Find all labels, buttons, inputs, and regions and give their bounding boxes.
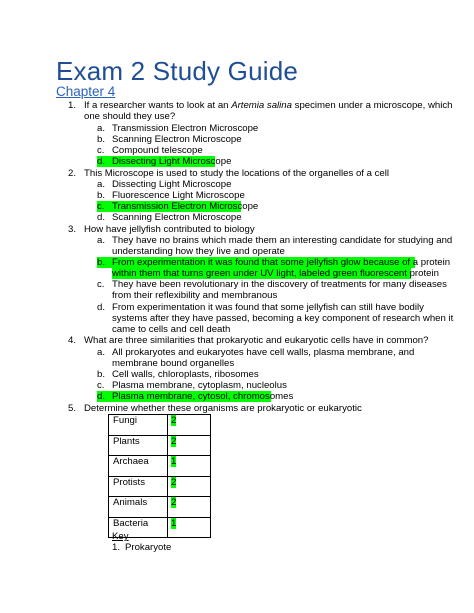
page-title: Exam 2 Study Guide <box>56 56 299 86</box>
question-1-number: 1. <box>68 100 77 111</box>
question-4-number: 4. <box>68 335 77 346</box>
question-3-text: How have jellyfish contributed to biology <box>84 224 255 235</box>
q4-option-c-letter: c. <box>97 380 105 391</box>
q3-option-d-line2: systems after they have passed, becoming a key component of research when it <box>112 313 454 324</box>
q3-option-c-line1: They have been revolutionary in the discovery of treatments for many diseases <box>112 279 447 290</box>
organism-answer: 2 <box>168 497 211 518</box>
q3-option-a-line2: understanding how they live and operate <box>112 246 285 257</box>
organism-answer: 2 <box>168 435 211 456</box>
table-row <box>109 456 211 477</box>
table-row <box>109 415 211 436</box>
q3-option-c-line2: from their reflexibility and membranous <box>112 290 278 301</box>
organism-name: Animals <box>109 497 168 518</box>
q4-option-b-letter: b. <box>97 369 106 380</box>
q3-option-b-line2-highlighted: within them that turns green under UV light, labeled green fluorescent protein <box>112 268 439 279</box>
q3-option-d-line3: came to cells and cell death <box>112 324 231 335</box>
q2-option-b-letter: b. <box>97 190 106 201</box>
question-2-text: This Microscope is used to study the locations of the organelles of a cell <box>84 168 390 179</box>
q1-option-b-letter: b. <box>97 134 106 145</box>
question-3-number: 3. <box>68 224 77 235</box>
q2-option-c-highlighted: c. Transmission Electron Microscope <box>97 201 259 212</box>
q1-option-d-highlighted: d. Dissecting Light Microscope <box>97 156 232 167</box>
question-1-text-line2: one should they use? <box>84 111 176 122</box>
question-2-number: 2. <box>68 168 77 179</box>
organism-name: Protists <box>109 476 168 497</box>
q4-option-a-letter: a. <box>97 347 106 358</box>
q3-option-a-letter: a. <box>97 235 106 246</box>
q2-option-d: Scanning Electron Microscope <box>112 212 242 223</box>
organism-name: Fungi <box>109 415 168 436</box>
q3-option-a-line1: They have no brains which made them an interesting candidate for studying and <box>112 235 453 246</box>
q1-option-a-letter: a. <box>97 123 106 134</box>
q2-option-d-letter: d. <box>97 212 106 223</box>
q4-option-d-highlighted: d. Plasma membrane, cytosol, chromosomes <box>97 391 294 402</box>
q2-option-a: Dissecting Light Microscope <box>112 179 232 190</box>
q1-option-b: Scanning Electron Microscope <box>112 134 242 145</box>
q2-option-b: Fluorescence Light Microscope <box>112 190 245 201</box>
organism-name: Plants <box>109 435 168 456</box>
question-5-number: 5. <box>68 403 77 414</box>
q3-option-d-line1: From experimentation it was found that some jellyfish can still have bodily <box>112 302 424 313</box>
organism-answer: 1 <box>168 517 211 538</box>
organism-table <box>108 414 211 538</box>
q4-option-c: Plasma membrane, cytoplasm, nucleolus <box>112 380 287 391</box>
organism-answer: 2 <box>168 476 211 497</box>
organism-name: Archaea <box>109 456 168 477</box>
q1-option-c-letter: c. <box>97 145 105 156</box>
table-row <box>109 435 211 456</box>
key-item-number: 1. <box>112 542 121 553</box>
organism-answer: 1 <box>168 456 211 477</box>
organism-answer: 2 <box>168 415 211 436</box>
table-row <box>109 476 211 497</box>
question-5-text: Determine whether these organisms are prokaryotic or eukaryotic <box>84 403 362 414</box>
chapter-heading: Chapter 4 <box>56 84 116 99</box>
key-item-text: Prokaryote <box>125 542 172 553</box>
organism-name: Bacteria <box>109 517 168 538</box>
q3-option-b-highlighted: b. From experimentation it was found that some jellyfish glow because of a protein <box>97 257 451 268</box>
key-label: Key <box>112 531 129 542</box>
q4-option-a-line1: All prokaryotes and eukaryotes have cell walls, plasma membrane, and <box>112 347 415 358</box>
table-row <box>109 497 211 518</box>
q4-option-a-line2: membrane bound organelles <box>112 358 235 369</box>
question-4-text: What are three similarities that prokaryotic and eukaryotic cells have in common? <box>84 335 429 346</box>
q4-option-b: Cell walls, chloroplasts, ribosomes <box>112 369 259 380</box>
q2-option-a-letter: a. <box>97 179 106 190</box>
q3-option-d-letter: d. <box>97 302 106 313</box>
q1-option-c: Compound telescope <box>112 145 203 156</box>
q3-option-c-letter: c. <box>97 279 105 290</box>
q1-option-a: Transmission Electron Microscope <box>112 123 259 134</box>
question-1-text: If a researcher wants to look at an Artemia salina specimen under a microscope, which <box>84 100 453 111</box>
